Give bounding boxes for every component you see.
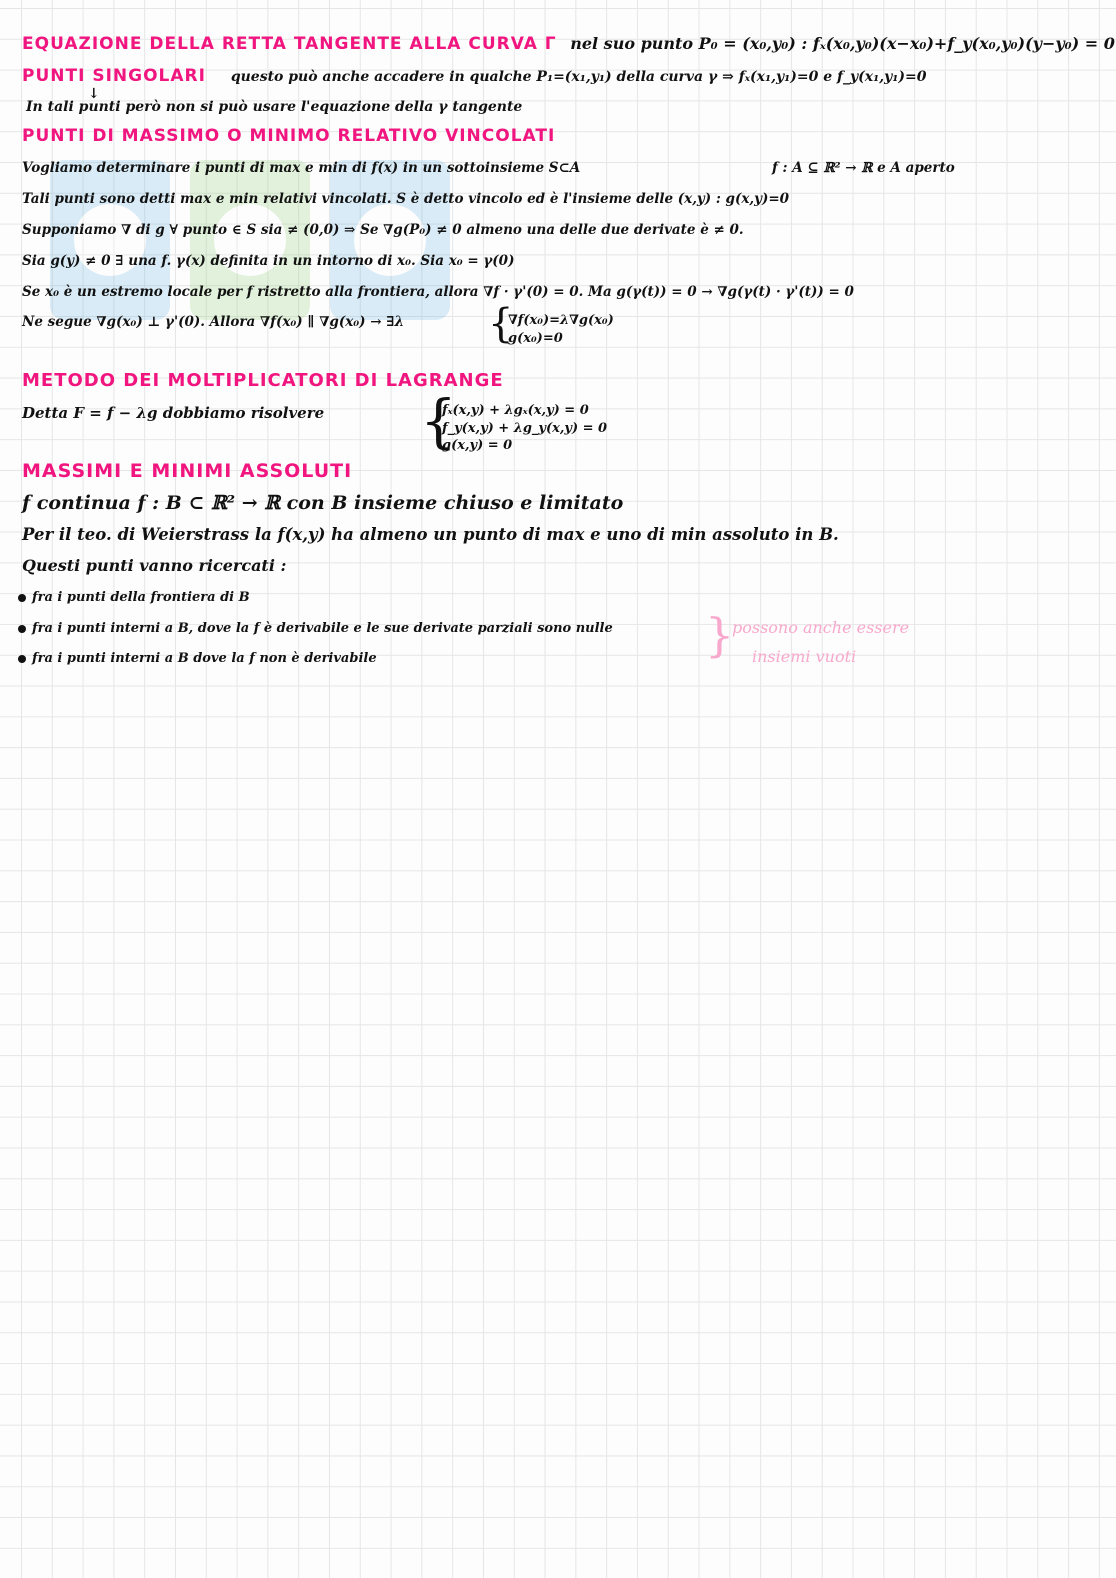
list-item-text: fra i punti della frontiera di B [32,590,250,605]
heading-singular-points: PUNTI SINGOLARI [22,66,206,86]
line-constraint-definition: Tali punti sono detti max e min relativi vincolati. S è detto vincolo ed è l'insieme delle (x,y) : g(x,y)=0 [22,191,790,207]
heading-tangent-line: EQUAZIONE DELLA RETTA TANGENTE ALLA CURVA Γ [22,34,557,54]
line-goal: Vogliamo determinare i punti di max e min di f(x) in un sottoinsieme S⊂A [22,160,581,176]
singular-points-text: questo può anche accadere in qualche P₁=(x₁,y₁) della curva γ ⇒ fₓ(x₁,y₁)=0 e f_y(x₁,y₁)=0 [230,69,927,85]
side-note-line: insiemi vuoti [752,647,857,666]
arrow-down-icon: ↓ [88,86,100,102]
heading-absolute-extrema: MASSIMI E MINIMI ASSOLUTI [22,460,353,482]
system-equation: fₓ(x,y) + λgₓ(x,y) = 0 [442,403,589,418]
list-item [18,622,613,635]
function-domain: f : A ⊆ ℝ² → ℝ e A aperto [772,160,955,176]
list-item-text: fra i punti interni a B dove la f non è derivabile [32,651,377,666]
bullet-icon [18,594,26,602]
line-orthogonality: Ne segue ∇g(x₀) ⊥ γ'(0). Allora ∇f(x₀) ∥ ∇g(x₀) → ∃λ [22,314,405,330]
side-note-line: possono anche essere [732,618,910,637]
lagrange-condition-system [508,312,614,347]
line-weierstrass: Per il teo. di Weierstrass la f(x,y) ha almeno un punto di max e uno di min assoluto in B. [22,525,839,544]
system-equation: f_y(x,y) + λg_y(x,y) = 0 [442,420,608,436]
line-gradient-assumption: Supponiamo ∇ di g ∀ punto ∈ S sia ≠ (0,0) ⇒ Se ∇g(P₀) ≠ 0 almeno una delle due derivate è ≠ 0. [22,222,744,238]
system-brace: { [488,301,514,347]
line-singular-points [22,68,926,85]
heading-lagrange-method: METODO DEI MOLTIPLICATORI DI LAGRANGE [22,370,504,391]
list-item [18,591,250,604]
heading-constrained-extrema: PUNTI DI MASSIMO O MINIMO RELATIVO VINCOLATI [22,126,556,146]
list-item-text: fra i punti interni a B, dove la f è derivabile e le sue derivate parziali sono nulle [32,621,613,636]
side-note-brace: } [705,608,735,662]
bullet-icon [18,655,26,663]
system-brace: { [420,387,457,455]
line-tangent-equation [22,36,1115,53]
system-equation: ∇f(x₀)=λ∇g(x₀) [508,313,614,328]
bullet-icon [18,625,26,633]
line-tangent-unusable: In tali punti però non si può usare l'equazione della γ tangente [26,99,523,115]
line-implicit-function: Sia g(y) ≠ 0 ∃ una f. γ(x) definita in un intorno di x₀. Sia x₀ = γ(0) [22,253,515,269]
system-equation: g(x,y) = 0 [442,438,513,454]
line-local-extremum: Se x₀ è un estremo locale per f ristretto alla frontiera, allora ∇f · γ'(0) = 0. Ma g(γ(t)) = 0 → ∇g(γ(t) · γ'(t)) = 0 [22,284,854,300]
line-continuous-function: f continua f : B ⊂ ℝ² → ℝ con B insieme chiuso e limitato [22,492,624,514]
lagrange-system [442,402,607,455]
list-item [18,652,377,665]
line-lagrangian: Detta F = f − λg dobbiamo risolvere [22,404,325,422]
system-equation: g(x₀)=0 [508,330,563,346]
tangent-formula: nel suo punto P₀ = (x₀,y₀) : fₓ(x₀,y₀)(x−x₀)+f_y(x₀,y₀)(y−y₀) = 0 [570,34,1115,53]
line-search-points: Questi punti vanno ricercati : [22,556,287,575]
